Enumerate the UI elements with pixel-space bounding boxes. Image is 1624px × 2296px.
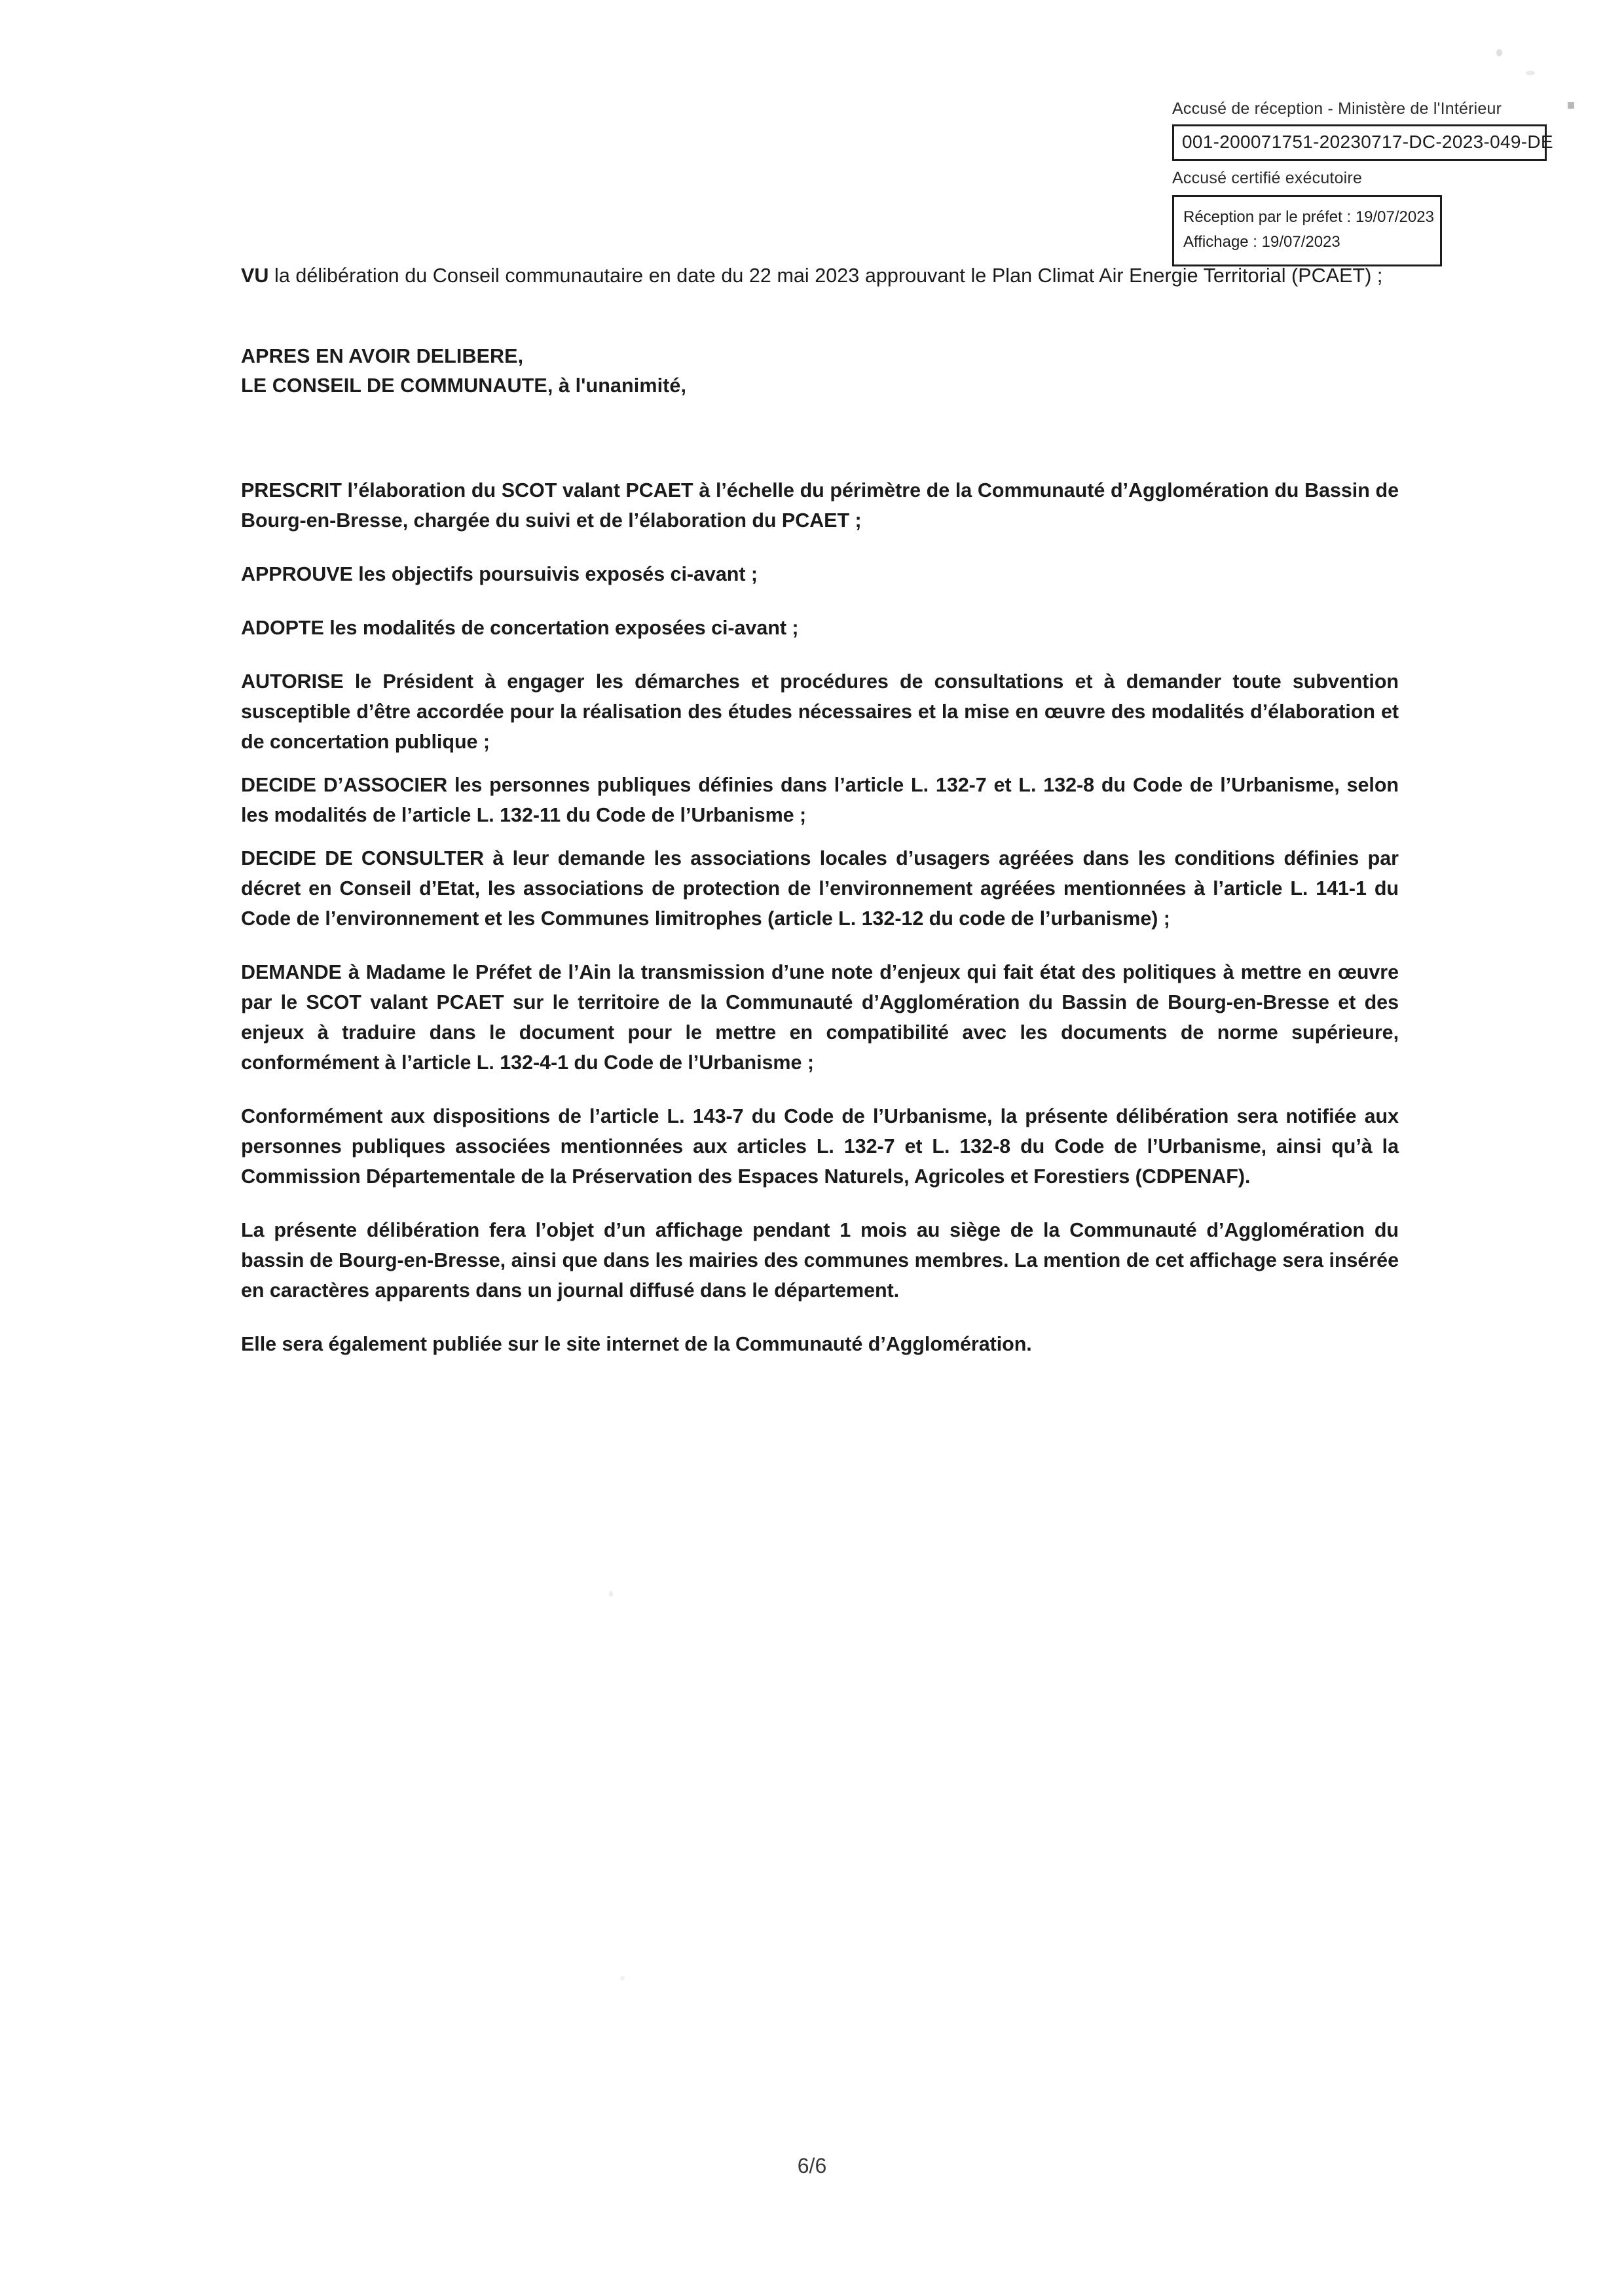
paragraph-autorise: AUTORISE le Président à engager les démarches et procédures de consultations et à demander toute subvention susceptible d’être accordée pour la réalisation des études nécessaires et la mise en œuvre des modalités d’élaboration et de concertation publique ; [241,670,1399,753]
scan-artifact [609,1591,613,1597]
scan-artifact [1496,49,1502,56]
heading-conseil-unanimite: LE CONSEIL DE COMMUNAUTE, à l'unanimité, [241,374,687,397]
stamp-certified-label: Accusé certifié exécutoire [1172,168,1363,187]
stamp-dates-box [1172,195,1442,267]
document-body [241,261,1399,1359]
stamp-id-number: 001-200071751-20230717-DC-2023-049-DE [1182,131,1553,152]
paragraph-conformement: Conformément aux dispositions de l’article L. 143-7 du Code de l’Urbanisme, la présente délibération sera notifiée aux personnes publiques associées mentionnées aux articles L. 132-7 et L. 132-8 du Code de l’Urbanisme, ainsi qu’à la Commission Départementale de la Préservation des Espaces Naturels, Agricoles et Forestiers (CDPENAF). [241,1105,1399,1188]
page-footer [0,2154,1624,2178]
scan-artifact [620,1976,625,1980]
deliberation-heading-block [241,342,1399,401]
stamp-id-box [1172,124,1553,161]
paragraph-adopte: ADOPTE les modalités de concertation exposées ci-avant ; [241,617,799,639]
scan-artifact [1526,71,1535,75]
stamp-reception-label: Accusé de réception - Ministère de l'Intérieur [1172,98,1565,120]
stamp-affichage-date: Affichage : 19/07/2023 [1183,233,1340,251]
paragraph-demande: DEMANDE à Madame le Préfet de l’Ain la transmission d’une note d’enjeux qui fait état des politiques à mettre en œuvre par le SCOT valant PCAET sur le territoire de la Communauté d’Agglomération du Bassin de Bourg-en-Bresse et des enjeux à traduire dans le document pour le mettre en compatibilité avec les documents de norme supérieure, conformément à l’article L. 132-4-1 du Code de l’Urbanisme ; [241,961,1399,1074]
paragraph-decide-associer: DECIDE D’ASSOCIER les personnes publiques définies dans l’article L. 132-7 et L. 132-8 du Code de l’Urbanisme, selon les modalités de l’article L. 132-11 du Code de l’Urbanisme ; [241,774,1399,826]
paragraph-decide-consulter: DECIDE DE CONSULTER à leur demande les associations locales d’usagers agréées dans les conditions définies par décret en Conseil d’Etat, les associations de protection de l’environnement agréées mentionnées à l’article L. 141-1 du Code de l’environnement et les Communes limitrophes (article L. 132-12 du code de l’urbanisme) ; [241,847,1399,930]
paragraph-approuve: APPROUVE les objectifs poursuivis exposés ci-avant ; [241,563,758,585]
acknowledgement-stamp [1172,98,1565,266]
vu-lead-in: VU [241,264,269,287]
paragraph-affichage: La présente délibération fera l’objet d’un affichage pendant 1 mois au siège de la Communauté d’Agglomération du bassin de Bourg-en-Bresse, ainsi que dans les mairies des communes membres. La mention de cet affichage sera insérée en caractères apparents dans un journal diffusé dans le département. [241,1219,1399,1302]
paragraph-internet: Elle sera également publiée sur le site internet de la Communauté d’Agglomération. [241,1333,1032,1355]
heading-apres-delibere: APRES EN AVOIR DELIBERE, [241,345,524,367]
stamp-prefet-reception-date: Réception par le préfet : 19/07/2023 [1183,208,1434,226]
paragraph-prescrit: PRESCRIT l’élaboration du SCOT valant PCAET à l’échelle du périmètre de la Communauté d’Agglomération du Bassin de Bourg-en-Bresse, chargée du suivi et de l’élaboration du PCAET ; [241,479,1399,532]
paragraph-vu [241,261,1399,291]
page-number: 6/6 [797,2154,827,2178]
vu-text: la délibération du Conseil communautaire en date du 22 mai 2023 approuvant le Plan Climat Air Energie Territorial (PCAET) ; [268,264,1383,287]
